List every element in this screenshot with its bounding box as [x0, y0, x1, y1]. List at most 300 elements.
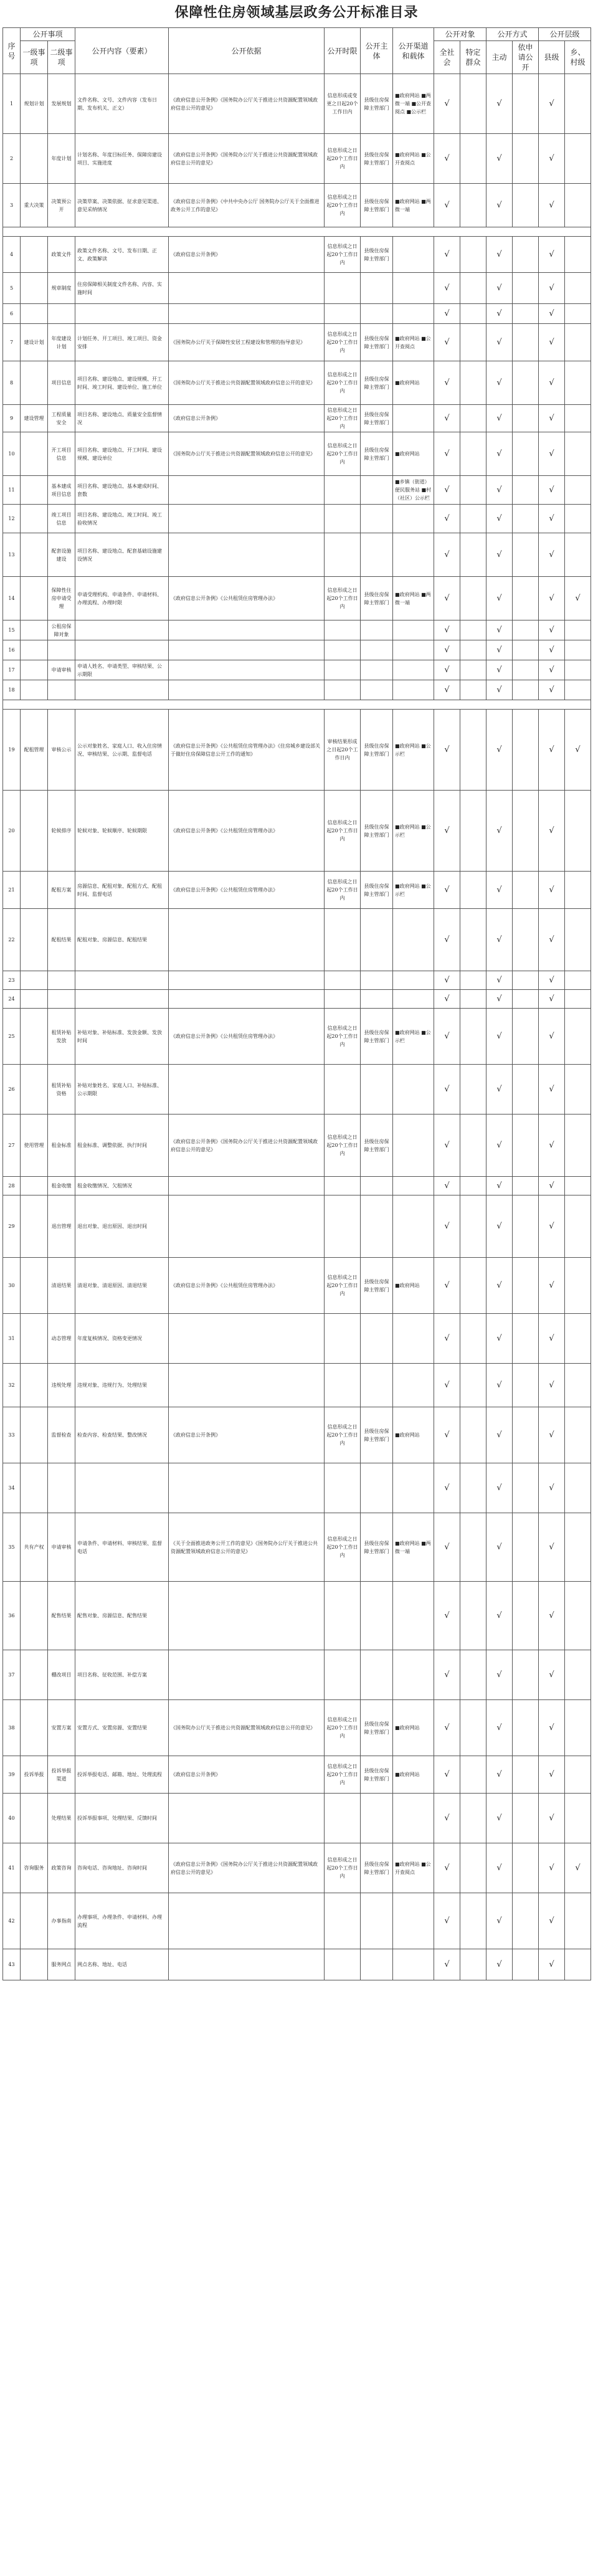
table-row: [3, 1650, 591, 1700]
header-subject: 公开主体: [361, 28, 393, 74]
row-seq: 36: [3, 1582, 21, 1650]
row-channel: ■政府网站 ■公开查阅点: [393, 1843, 434, 1893]
row-specific-group: [460, 533, 486, 577]
row-township: [565, 1949, 591, 1980]
row-level2: 保障性住房申请受理: [48, 577, 75, 620]
table-row: [3, 1314, 591, 1364]
row-on-request: [513, 680, 539, 700]
row-level2: 办事指南: [48, 1893, 75, 1949]
row-all-society: √: [434, 74, 460, 134]
row-township: [565, 237, 591, 273]
row-specific-group: [460, 577, 486, 620]
row-township: [565, 324, 591, 361]
row-level2: 租金收缴: [48, 1177, 75, 1195]
row-specific-group: [460, 505, 486, 533]
row-seq: 21: [3, 872, 21, 909]
row-subject: [361, 971, 393, 990]
row-township: [565, 1258, 591, 1314]
row-active: √: [486, 134, 513, 184]
table-row: [3, 1115, 591, 1177]
row-level1: [21, 680, 48, 700]
row-subject: 县级住房保障主管部门: [361, 361, 393, 405]
row-subject: 县级住房保障主管部门: [361, 324, 393, 361]
row-content: 办理事项、办理条件、申请材料、办理流程: [75, 1893, 169, 1949]
row-specific-group: [460, 1177, 486, 1195]
row-level2: 配售结果: [48, 1582, 75, 1650]
row-channel: ■政府网站 ■公示栏: [393, 1009, 434, 1065]
row-active: √: [486, 1893, 513, 1949]
row-channel: [393, 1364, 434, 1407]
row-all-society: √: [434, 361, 460, 405]
header-items: 公开事项: [21, 28, 75, 41]
row-county: √: [539, 872, 565, 909]
row-level1: 投诉举报: [21, 1756, 48, 1794]
row-time: 信息形成之日起20个工作日内: [325, 134, 361, 184]
row-active: √: [486, 577, 513, 620]
row-on-request: [513, 432, 539, 476]
row-seq: 22: [3, 909, 21, 971]
row-specific-group: [460, 1949, 486, 1980]
row-level1: [21, 1794, 48, 1843]
row-time: [325, 1582, 361, 1650]
row-level2: 公租房保障对象: [48, 620, 75, 640]
row-level1: 建设计划: [21, 324, 48, 361]
row-basis: [169, 1794, 325, 1843]
row-seq: 6: [3, 304, 21, 324]
row-specific-group: [460, 1065, 486, 1115]
row-content: 配租对象、房源信息、配租结果: [75, 909, 169, 971]
row-channel: ■政府网站: [393, 1700, 434, 1756]
row-content: 决策草案、决策依据、征求意见渠道、意见采纳情况: [75, 184, 169, 227]
row-township: [565, 1195, 591, 1258]
row-content: 检查内容、检查结果、整改情况: [75, 1407, 169, 1463]
row-channel: [393, 1314, 434, 1364]
row-channel: [393, 1582, 434, 1650]
row-seq: 35: [3, 1513, 21, 1582]
row-active: √: [486, 1407, 513, 1463]
row-time: 信息形成之日起20个工作日内: [325, 1009, 361, 1065]
row-level2: 租金标准: [48, 1115, 75, 1177]
row-specific-group: [460, 184, 486, 227]
row-content: 申请条件、申请材料、审核结果、监督电话: [75, 1513, 169, 1582]
row-channel: [393, 237, 434, 273]
row-township: [565, 660, 591, 680]
row-specific-group: [460, 990, 486, 1009]
row-on-request: [513, 273, 539, 304]
row-subject: [361, 1650, 393, 1700]
header-active: 主动: [486, 41, 513, 74]
row-level2: 开工项目信息: [48, 432, 75, 476]
row-active: √: [486, 1700, 513, 1756]
row-time: [325, 505, 361, 533]
row-time: [325, 1794, 361, 1843]
row-level2: 动态管理: [48, 1314, 75, 1364]
row-time: 信息形成之日起20个工作日内: [325, 324, 361, 361]
row-level2: 申请审核: [48, 660, 75, 680]
row-time: [325, 1065, 361, 1115]
row-level2: [48, 990, 75, 1009]
row-township: [565, 1794, 591, 1843]
row-subject: [361, 620, 393, 640]
row-county: √: [539, 680, 565, 700]
row-county: √: [539, 990, 565, 1009]
row-specific-group: [460, 432, 486, 476]
row-basis: [169, 1195, 325, 1258]
row-county: √: [539, 1314, 565, 1364]
row-basis: 《政府信息公开条例》《公共租赁住房管理办法》: [169, 791, 325, 872]
table-row: [3, 1794, 591, 1843]
row-all-society: √: [434, 872, 460, 909]
row-basis: 《国务院办公厅关于推进公共资源配置领域政府信息公开的意见》: [169, 432, 325, 476]
row-all-society: √: [434, 505, 460, 533]
row-county: √: [539, 1949, 565, 1980]
row-basis: [169, 620, 325, 640]
row-channel: [393, 1065, 434, 1115]
row-seq: 38: [3, 1700, 21, 1756]
row-seq: 17: [3, 660, 21, 680]
row-all-society: √: [434, 1115, 460, 1177]
row-all-society: √: [434, 324, 460, 361]
row-content: 公示对象姓名、家庭人口、收入住房情况、审核结果、公示期、监督电话: [75, 710, 169, 791]
row-county: √: [539, 1195, 565, 1258]
row-basis: 《政府信息公开条例》《公共租赁住房管理办法》: [169, 1258, 325, 1314]
row-county: √: [539, 476, 565, 505]
row-on-request: [513, 1314, 539, 1364]
row-level2: 监督检查: [48, 1407, 75, 1463]
row-specific-group: [460, 1115, 486, 1177]
row-level1: [21, 1700, 48, 1756]
row-active: √: [486, 1513, 513, 1582]
row-township: [565, 1893, 591, 1949]
row-seq: 1: [3, 74, 21, 134]
row-township: [565, 184, 591, 227]
row-time: [325, 1650, 361, 1700]
row-subject: [361, 1582, 393, 1650]
row-level2: 政策咨询: [48, 1843, 75, 1893]
row-specific-group: [460, 1407, 486, 1463]
row-specific-group: [460, 909, 486, 971]
row-level2: 竣工项目信息: [48, 505, 75, 533]
row-all-society: √: [434, 273, 460, 304]
row-channel: ■政府网站: [393, 1407, 434, 1463]
row-on-request: [513, 184, 539, 227]
row-content: 违规对象、违规行为、处理结果: [75, 1364, 169, 1407]
row-level2: [48, 680, 75, 700]
row-basis: 《政府信息公开条例》《公共租赁住房管理办法》《住房城乡建设部关于做好住房保障信息公开工作的通知》: [169, 710, 325, 791]
row-basis: [169, 273, 325, 304]
row-time: 信息形成之日起20个工作日内: [325, 577, 361, 620]
row-subject: 县级住房保障主管部门: [361, 577, 393, 620]
header-target: 公开对象: [434, 28, 486, 41]
row-content: 项目名称、征收范围、补偿方案: [75, 1650, 169, 1700]
row-all-society: √: [434, 184, 460, 227]
row-all-society: √: [434, 1195, 460, 1258]
row-township: [565, 791, 591, 872]
row-channel: ■政府网站 ■公示栏: [393, 791, 434, 872]
row-channel: [393, 1794, 434, 1843]
row-basis: 《政府信息公开条例》《国务院办公厅关于推进公共资源配置领域政府信息公开的意见》: [169, 1843, 325, 1893]
row-all-society: √: [434, 710, 460, 791]
header-specific-group: 特定群众: [460, 41, 486, 74]
row-active: √: [486, 1195, 513, 1258]
row-basis: [169, 660, 325, 680]
row-county: √: [539, 971, 565, 990]
row-active: √: [486, 680, 513, 700]
row-on-request: [513, 134, 539, 184]
row-level1: 共有产权: [21, 1513, 48, 1582]
row-specific-group: [460, 1463, 486, 1513]
header-county: 县级: [539, 41, 565, 74]
row-all-society: √: [434, 791, 460, 872]
row-township: [565, 680, 591, 700]
row-county: √: [539, 1364, 565, 1407]
row-content: 申请受理机构、申请条件、申请材料、办理流程、办理时限: [75, 577, 169, 620]
row-seq: 31: [3, 1314, 21, 1364]
row-township: √: [565, 710, 591, 791]
header-basis: 公开依据: [169, 28, 325, 74]
row-county: √: [539, 134, 565, 184]
row-all-society: √: [434, 909, 460, 971]
row-basis: 《政府信息公开条例》《公共租赁住房管理办法》: [169, 872, 325, 909]
table-row: [3, 1843, 591, 1893]
row-on-request: [513, 1582, 539, 1650]
row-seq: 34: [3, 1463, 21, 1513]
row-level2: 年度建设计划: [48, 324, 75, 361]
table-row: [3, 533, 591, 577]
row-subject: [361, 1794, 393, 1843]
row-basis: 《政府信息公开条例》《国务院办公厅关于推进公共资源配置领域政府信息公开的意见》: [169, 134, 325, 184]
row-level1: [21, 1065, 48, 1115]
row-level2: [48, 640, 75, 660]
row-county: √: [539, 1177, 565, 1195]
row-time: [325, 1364, 361, 1407]
row-channel: ■政府网站: [393, 1258, 434, 1314]
header-seq: 序号: [3, 28, 21, 74]
row-all-society: √: [434, 577, 460, 620]
row-specific-group: [460, 1794, 486, 1843]
row-specific-group: [460, 1364, 486, 1407]
row-basis: [169, 680, 325, 700]
row-all-society: √: [434, 1700, 460, 1756]
row-seq: 27: [3, 1115, 21, 1177]
row-channel: [393, 680, 434, 700]
row-channel: [393, 1115, 434, 1177]
row-all-society: √: [434, 990, 460, 1009]
row-level1: [21, 1949, 48, 1980]
row-on-request: [513, 1009, 539, 1065]
row-basis: 《国务院办公厅关于推进公共资源配置领域政府信息公开的意见》: [169, 361, 325, 405]
row-county: √: [539, 405, 565, 432]
row-all-society: √: [434, 1463, 460, 1513]
row-time: 审核结果形成之日起20个工作日内: [325, 710, 361, 791]
row-channel: ■政府网站: [393, 361, 434, 405]
row-level1: [21, 476, 48, 505]
row-all-society: √: [434, 1582, 460, 1650]
row-county: √: [539, 640, 565, 660]
row-channel: ■政府网站: [393, 1756, 434, 1794]
row-county: √: [539, 620, 565, 640]
row-all-society: √: [434, 237, 460, 273]
row-on-request: [513, 1258, 539, 1314]
table-row: [3, 405, 591, 432]
table-row: [3, 710, 591, 791]
row-time: [325, 990, 361, 1009]
row-time: [325, 533, 361, 577]
row-level1: 使用管理: [21, 1115, 48, 1177]
row-time: [325, 620, 361, 640]
row-basis: 《政府信息公开条例》: [169, 1407, 325, 1463]
row-time: 信息形成之日起20个工作日内: [325, 1756, 361, 1794]
row-subject: [361, 1364, 393, 1407]
row-level2: 处理结果: [48, 1794, 75, 1843]
row-seq: 13: [3, 533, 21, 577]
row-specific-group: [460, 476, 486, 505]
table-row: [3, 1582, 591, 1650]
row-channel: [393, 971, 434, 990]
row-seq: 43: [3, 1949, 21, 1980]
row-basis: 《国务院办公厅关于推进公共资源配置领域政府信息公开的意见》: [169, 1700, 325, 1756]
row-active: √: [486, 1364, 513, 1407]
table-row: [3, 1756, 591, 1794]
row-level1: [21, 1463, 48, 1513]
row-channel: [393, 304, 434, 324]
row-active: √: [486, 909, 513, 971]
row-content: [75, 990, 169, 1009]
row-active: √: [486, 1009, 513, 1065]
row-level1: [21, 872, 48, 909]
row-content: 清退对象、清退原因、清退结果: [75, 1258, 169, 1314]
row-basis: [169, 971, 325, 990]
row-level2: 棚改项目: [48, 1650, 75, 1700]
row-on-request: [513, 1177, 539, 1195]
row-on-request: [513, 1843, 539, 1893]
table-row: [3, 1513, 591, 1582]
row-township: [565, 273, 591, 304]
row-specific-group: [460, 324, 486, 361]
row-content: 投诉举报电话、邮箱、地址、处理流程: [75, 1756, 169, 1794]
row-basis: 《政府信息公开条例》: [169, 237, 325, 273]
row-on-request: [513, 909, 539, 971]
row-level2: 清退结果: [48, 1258, 75, 1314]
row-time: 信息形成之日起20个工作日内: [325, 1513, 361, 1582]
row-specific-group: [460, 1843, 486, 1893]
row-specific-group: [460, 640, 486, 660]
row-county: √: [539, 505, 565, 533]
row-level2: 政策文件: [48, 237, 75, 273]
row-county: √: [539, 1756, 565, 1794]
row-on-request: [513, 990, 539, 1009]
row-on-request: [513, 1364, 539, 1407]
row-level2: 申请审核: [48, 1513, 75, 1582]
row-subject: 县级住房保障主管部门: [361, 134, 393, 184]
row-content: 租金收缴情况、欠租情况: [75, 1177, 169, 1195]
row-level2: [48, 971, 75, 990]
row-basis: 《政府信息公开条例》《国务院办公厅关于推进公共资源配置领域政府信息公开的意见》: [169, 74, 325, 134]
row-seq: 25: [3, 1009, 21, 1065]
table-row: [3, 577, 591, 620]
row-level2: 项目信息: [48, 361, 75, 405]
row-level2: 基本建成项目信息: [48, 476, 75, 505]
row-on-request: [513, 791, 539, 872]
row-active: √: [486, 1582, 513, 1650]
row-on-request: [513, 405, 539, 432]
section-divider-cell: [3, 700, 591, 710]
row-county: √: [539, 791, 565, 872]
header-time: 公开时限: [325, 28, 361, 74]
header-level: 公开层级: [539, 28, 591, 41]
row-all-society: √: [434, 134, 460, 184]
row-seq: 40: [3, 1794, 21, 1843]
row-specific-group: [460, 1700, 486, 1756]
row-level1: [21, 432, 48, 476]
row-county: √: [539, 1009, 565, 1065]
row-on-request: [513, 640, 539, 660]
row-channel: ■政府网站 ■两微一端: [393, 184, 434, 227]
row-active: √: [486, 476, 513, 505]
row-specific-group: [460, 660, 486, 680]
row-on-request: [513, 1949, 539, 1980]
table-row: [3, 476, 591, 505]
row-on-request: [513, 1463, 539, 1513]
row-content: 退出对象、退出原因、退出时间: [75, 1195, 169, 1258]
row-specific-group: [460, 1009, 486, 1065]
row-time: 信息形成之日起20个工作日内: [325, 1843, 361, 1893]
row-on-request: [513, 971, 539, 990]
row-all-society: √: [434, 640, 460, 660]
row-township: [565, 1115, 591, 1177]
row-level2: 轮候排序: [48, 791, 75, 872]
row-seq: 4: [3, 237, 21, 273]
row-county: √: [539, 1258, 565, 1314]
table-row: [3, 971, 591, 990]
row-channel: [393, 273, 434, 304]
row-level2: [48, 304, 75, 324]
row-level1: [21, 1195, 48, 1258]
row-active: √: [486, 990, 513, 1009]
row-level1: [21, 660, 48, 680]
row-level1: [21, 237, 48, 273]
row-time: [325, 680, 361, 700]
row-specific-group: [460, 361, 486, 405]
row-county: √: [539, 273, 565, 304]
row-level1: [21, 1314, 48, 1364]
row-content: 投诉举报事项、处理结果、反馈时间: [75, 1794, 169, 1843]
row-basis: [169, 1949, 325, 1980]
row-seq: 28: [3, 1177, 21, 1195]
row-content: 补贴对象姓名、家庭人口、补贴标准、公示期限: [75, 1065, 169, 1115]
row-basis: [169, 1065, 325, 1115]
table-row: [3, 1364, 591, 1407]
table-row: [3, 324, 591, 361]
row-active: √: [486, 1463, 513, 1513]
table-row: [3, 1949, 591, 1980]
table-row: [3, 680, 591, 700]
row-township: [565, 405, 591, 432]
row-active: √: [486, 533, 513, 577]
row-township: [565, 505, 591, 533]
row-level2: 规章制度: [48, 273, 75, 304]
row-county: √: [539, 1115, 565, 1177]
header-channel: 公开渠道和载体: [393, 28, 434, 74]
row-county: √: [539, 361, 565, 405]
row-seq: 12: [3, 505, 21, 533]
row-basis: 《国务院办公厅关于保障性安居工程建设和管理的指导意见》: [169, 324, 325, 361]
row-township: [565, 1756, 591, 1794]
row-specific-group: [460, 971, 486, 990]
row-level2: 服务网点: [48, 1949, 75, 1980]
row-time: [325, 273, 361, 304]
row-on-request: [513, 476, 539, 505]
